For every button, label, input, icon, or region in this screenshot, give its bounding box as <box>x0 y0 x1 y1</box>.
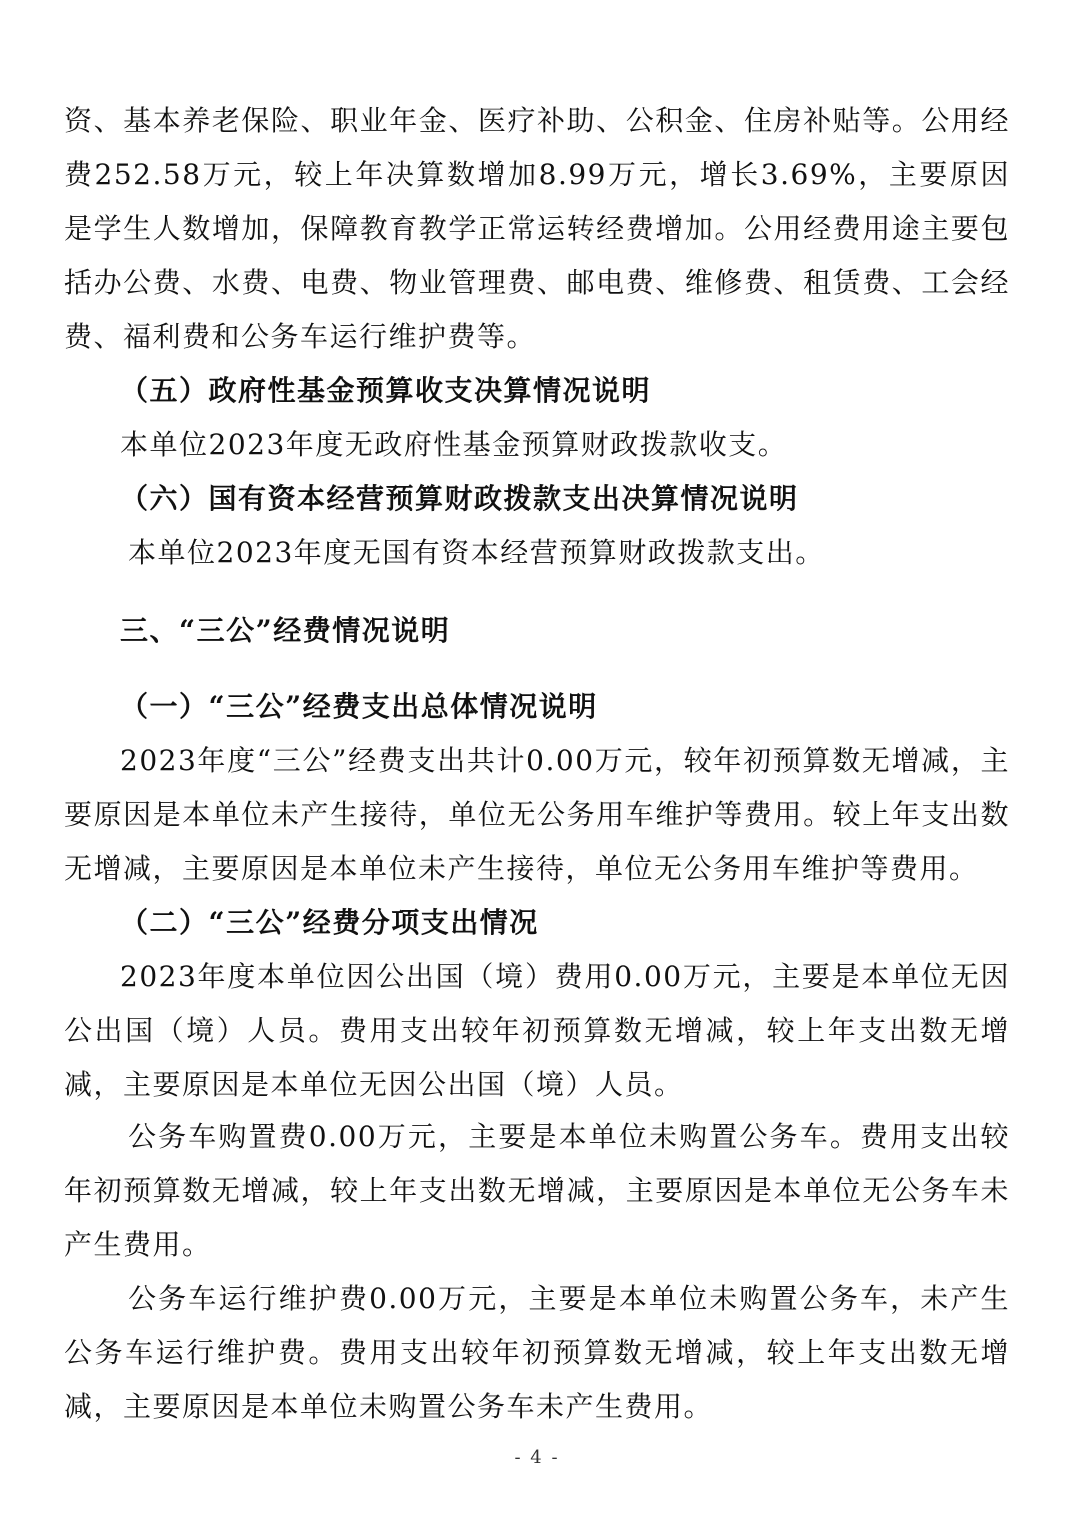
heading-state-capital-budget: （六）国有资本经营预算财政拨款支出决算情况说明 <box>120 482 799 515</box>
paragraph-public-expenses: 资、基本养老保险、职业年金、医疗补助、公积金、住房补贴等。公用经费252.58万元，较上年决算数增加8.99万元，增长3.69%，主要原因是学生人数增加，保障教育教学正常运转经费增加。公用经费用途主要包括办公费、水费、电费、物业管理费、邮电费、维修费、租赁费、工会经费、福利费和公务车运行维护费等。 <box>64 104 1010 353</box>
paragraph-state-capital-budget: 本单位2023年度无国有资本经营预算财政拨款支出。 <box>128 536 825 569</box>
paragraph-overseas-travel: 2023年度本单位因公出国（境）费用0.00万元，主要是本单位无因公出国（境）人员。费用支出较年初预算数无增减，较上年支出数无增减，主要原因是本单位无因公出国（境）人员。 <box>64 960 1010 1101</box>
paragraph-vehicle-purchase: 公务车购置费0.00万元，主要是本单位未购置公务车。费用支出较年初预算数无增减，较上年支出数无增减，主要原因是本单位无公务车未产生费用。 <box>64 1120 1010 1261</box>
section-heading-three-public-expenses: 三、“三公”经费情况说明 <box>120 614 451 647</box>
page-number: - 4 - <box>514 1447 560 1468</box>
heading-government-fund-budget: （五）政府性基金预算收支决算情况说明 <box>120 374 652 407</box>
paragraph-vehicle-maintenance: 公务车运行维护费0.00万元，主要是本单位未购置公务车，未产生公务车运行维护费。费用支出较年初预算数无增减，较上年支出数无增减，主要原因是本单位未购置公务车未产生费用。 <box>64 1282 1010 1423</box>
paragraph-three-public-overall: 2023年度“三公”经费支出共计0.00万元，较年初预算数无增减，主要原因是本单位未产生接待，单位无公务用车维护等费用。较上年支出数无增减，主要原因是本单位未产生接待，单位无公务用车维护等费用。 <box>64 744 1010 885</box>
heading-three-public-overall: （一）“三公”经费支出总体情况说明 <box>120 690 598 723</box>
paragraph-government-fund-budget: 本单位2023年度无政府性基金预算财政拨款收支。 <box>120 428 788 461</box>
heading-three-public-itemized: （二）“三公”经费分项支出情况 <box>120 906 539 939</box>
